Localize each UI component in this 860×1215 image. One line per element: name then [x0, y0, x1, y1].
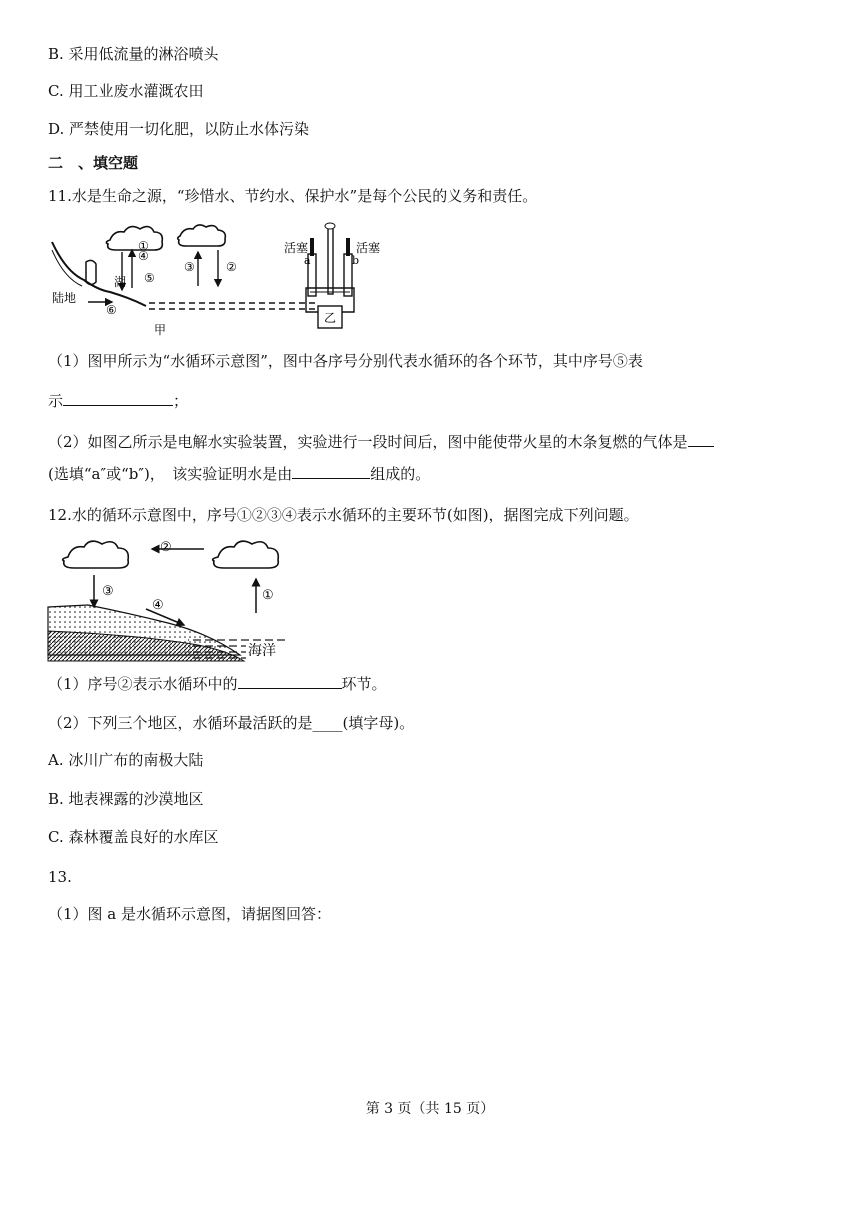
- num-4: ④: [152, 598, 164, 613]
- piston-left-label: 活塞: [284, 241, 309, 255]
- option-d: D. 严禁使用一切化肥，以防止水体污染: [48, 120, 310, 138]
- ocean-label: 海洋: [248, 643, 276, 659]
- q11-part2-line2: [48, 464, 430, 484]
- caption-jia: 甲: [154, 323, 167, 337]
- answer-blank[interactable]: [292, 464, 370, 479]
- num-6: ⑥: [106, 303, 117, 317]
- num-3: ③: [102, 584, 114, 599]
- q11-part1-suffix: ；: [173, 392, 189, 410]
- option-c: C. 用工业废水灌溉农田: [48, 82, 204, 100]
- page-footer: 第 3 页（共 15 页）: [365, 1101, 495, 1117]
- q11-part1-line1: （1）图甲所示为“水循环示意图”，图中各序号分别代表水循环的各个环节，其中序号⑤表: [48, 352, 643, 370]
- lake-label: 湖: [114, 275, 127, 289]
- num-4: ④: [138, 249, 149, 263]
- q11-part1-prefix: 示: [48, 392, 64, 410]
- option-b: B. 采用低流量的淋浴喷头: [48, 45, 219, 63]
- q12-part1-text: （1）序号②表示水循环中的: [48, 675, 238, 693]
- cloud-icon: [63, 541, 129, 568]
- q11-part2-text: （2）如图乙所示是电解水实验装置，实验进行一段时间后，图中能使带火星的木条复燃的气体是: [48, 433, 688, 451]
- answer-blank[interactable]: [688, 432, 714, 447]
- cloud-icon: [178, 225, 226, 246]
- q12-stem: 12.水的循环示意图中，序号①②③④表示水循环的主要环节(如图)，据图完成下列问题。: [48, 506, 639, 524]
- num-1: ①: [262, 588, 274, 603]
- tube-b-label: b: [352, 254, 360, 267]
- num-1: ①: [138, 239, 149, 253]
- q11-part1-line2: [48, 391, 188, 411]
- q13-part1: （1）图 a 是水循环示意图，请据图回答：: [48, 905, 332, 923]
- q11-part2-line1: [48, 432, 714, 452]
- answer-blank[interactable]: [238, 674, 342, 689]
- q12-option-b: B. 地表裸露的沙漠地区: [48, 790, 204, 808]
- q13-number: 13.: [48, 868, 72, 886]
- q12-part2: （2）下列三个地区，水循环最活跃的是____(填字母)。: [48, 714, 415, 732]
- q11-stem: 11.水是生命之源，“珍惜水、节约水、保护水”是每个公民的义务和责任。: [48, 187, 538, 205]
- q11-part2-suffix: 组成的。: [370, 465, 431, 483]
- q12-option-c: C. 森林覆盖良好的水库区: [48, 828, 219, 846]
- section-title: 二 、填空题: [48, 154, 139, 172]
- num-2: ②: [160, 540, 172, 555]
- q11-figures: [48, 222, 381, 342]
- num-5: ⑤: [144, 271, 155, 285]
- q12-option-a: A. 冰川广布的南极大陆: [48, 751, 204, 769]
- q12-part1-suffix: 环节。: [341, 675, 387, 693]
- land-label: 陆地: [52, 291, 77, 305]
- figure-yi-electrolysis: [284, 223, 380, 328]
- figure-jia-water-cycle: [52, 225, 316, 337]
- cloud-icon: [213, 541, 279, 568]
- q11-part2-text2: (选填“a″或“b″)， 该实验证明水是由: [48, 465, 293, 483]
- mountain-icon: [86, 260, 96, 284]
- tube-a-label: a: [304, 254, 311, 267]
- num-2: ②: [226, 260, 237, 274]
- num-3: ③: [184, 260, 195, 274]
- q12-figure: [48, 535, 288, 663]
- piston-right-label: 活塞: [356, 241, 381, 255]
- answer-blank[interactable]: [63, 391, 173, 406]
- cloud-icon: [106, 227, 162, 250]
- caption-yi: 乙: [324, 311, 337, 325]
- q12-part1: [48, 674, 387, 694]
